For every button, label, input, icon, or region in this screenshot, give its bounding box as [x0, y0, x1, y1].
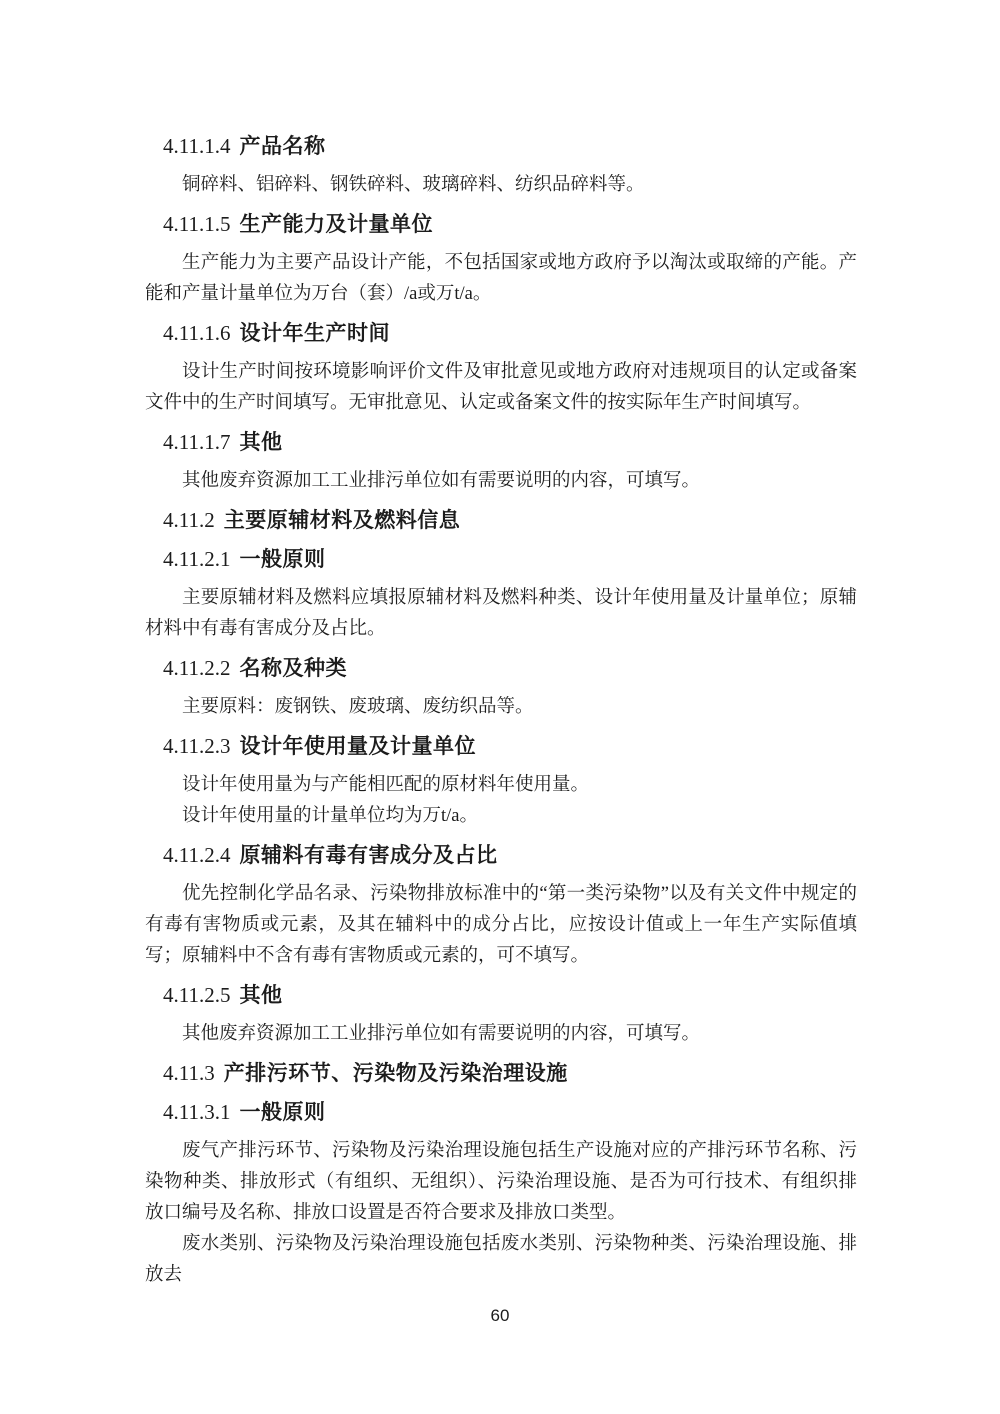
heading-number: 4.11.3: [163, 1061, 215, 1085]
heading-4-11-3-1: [145, 1097, 857, 1128]
heading-title: 其他: [239, 431, 283, 454]
page-number: 60: [490, 1306, 510, 1325]
heading-4-11-1-7: [145, 427, 857, 458]
heading-number: 4.11.3.1: [163, 1100, 231, 1124]
heading-title: 生产能力及计量单位: [239, 213, 433, 236]
heading-4-11-2-3: [145, 731, 857, 762]
paragraph: 主要原辅材料及燃料应填报原辅材料及燃料种类、设计年使用量及计量单位；原辅材料中有毒有害成分及占比。: [145, 588, 857, 639]
paragraph: 其他废弃资源加工工业排污单位如有需要说明的内容，可填写。: [182, 1024, 701, 1044]
heading-4-11-1-4: [145, 131, 857, 162]
heading-4-11-2: [145, 505, 857, 536]
paragraph: 设计年使用量为与产能相匹配的原材料年使用量。: [182, 775, 590, 795]
heading-number: 4.11.2.4: [163, 843, 231, 867]
heading-title: 设计年生产时间: [239, 322, 390, 345]
heading-4-11-1-5: [145, 209, 857, 240]
heading-4-11-3: [145, 1058, 857, 1089]
heading-title: 主要原辅材料及燃料信息: [223, 509, 461, 532]
heading-number: 4.11.1.7: [163, 430, 231, 454]
heading-number: 4.11.2.2: [163, 656, 231, 680]
heading-4-11-1-6: [145, 318, 857, 349]
heading-number: 4.11.1.4: [163, 134, 231, 158]
heading-title: 原辅料有毒有害成分及占比: [239, 844, 498, 867]
paragraph: 铜碎料、铝碎料、钢铁碎料、玻璃碎料、纺织品碎料等。: [182, 175, 645, 195]
paragraph: 其他废弃资源加工工业排污单位如有需要说明的内容，可填写。: [182, 471, 701, 491]
heading-4-11-2-1: [145, 544, 857, 575]
paragraph: 废水类别、污染物及污染治理设施包括废水类别、污染物种类、污染治理设施、排放去: [145, 1234, 857, 1285]
paragraph: 优先控制化学品名录、污染物排放标准中的“第一类污染物”以及有关文件中规定的有毒有害物质或元素，及其在辅料中的成分占比，应按设计值或上一年生产实际值填写；原辅料中不含有毒有害物质或元素的，可不填写。: [145, 884, 857, 966]
paragraph: 主要原料：废钢铁、废玻璃、废纺织品等。: [182, 697, 534, 717]
document-content: [145, 123, 857, 1291]
paragraph: 设计年使用量的计量单位均为万t/a。: [182, 806, 478, 826]
heading-title: 其他: [239, 984, 283, 1007]
heading-title: 设计年使用量及计量单位: [239, 735, 476, 758]
heading-4-11-2-4: [145, 840, 857, 871]
heading-number: 4.11.2.3: [163, 734, 231, 758]
heading-number: 4.11.1.6: [163, 321, 231, 345]
paragraph: 废气产排污环节、污染物及污染治理设施包括生产设施对应的产排污环节名称、污染物种类、排放形式（有组织、无组织）、污染治理设施、是否为可行技术、有组织排放口编号及名称、排放口设置是否符合要求及排放口类型。: [145, 1141, 857, 1223]
heading-title: 名称及种类: [239, 657, 347, 680]
heading-title: 一般原则: [239, 548, 326, 571]
heading-4-11-2-2: [145, 653, 857, 684]
paragraph: 生产能力为主要产品设计产能，不包括国家或地方政府予以淘汰或取缔的产能。产能和产量计量单位为万台（套）/a或万t/a。: [145, 253, 857, 304]
heading-title: 产排污环节、污染物及污染治理设施: [223, 1062, 568, 1085]
heading-number: 4.11.2: [163, 508, 215, 532]
heading-title: 一般原则: [239, 1101, 326, 1124]
heading-4-11-2-5: [145, 980, 857, 1011]
paragraph: 设计生产时间按环境影响评价文件及审批意见或地方政府对违规项目的认定或备案文件中的生产时间填写。无审批意见、认定或备案文件的按实际年生产时间填写。: [145, 362, 857, 413]
heading-number: 4.11.1.5: [163, 212, 231, 236]
heading-number: 4.11.2.1: [163, 547, 231, 571]
heading-title: 产品名称: [239, 135, 326, 158]
heading-number: 4.11.2.5: [163, 983, 231, 1007]
